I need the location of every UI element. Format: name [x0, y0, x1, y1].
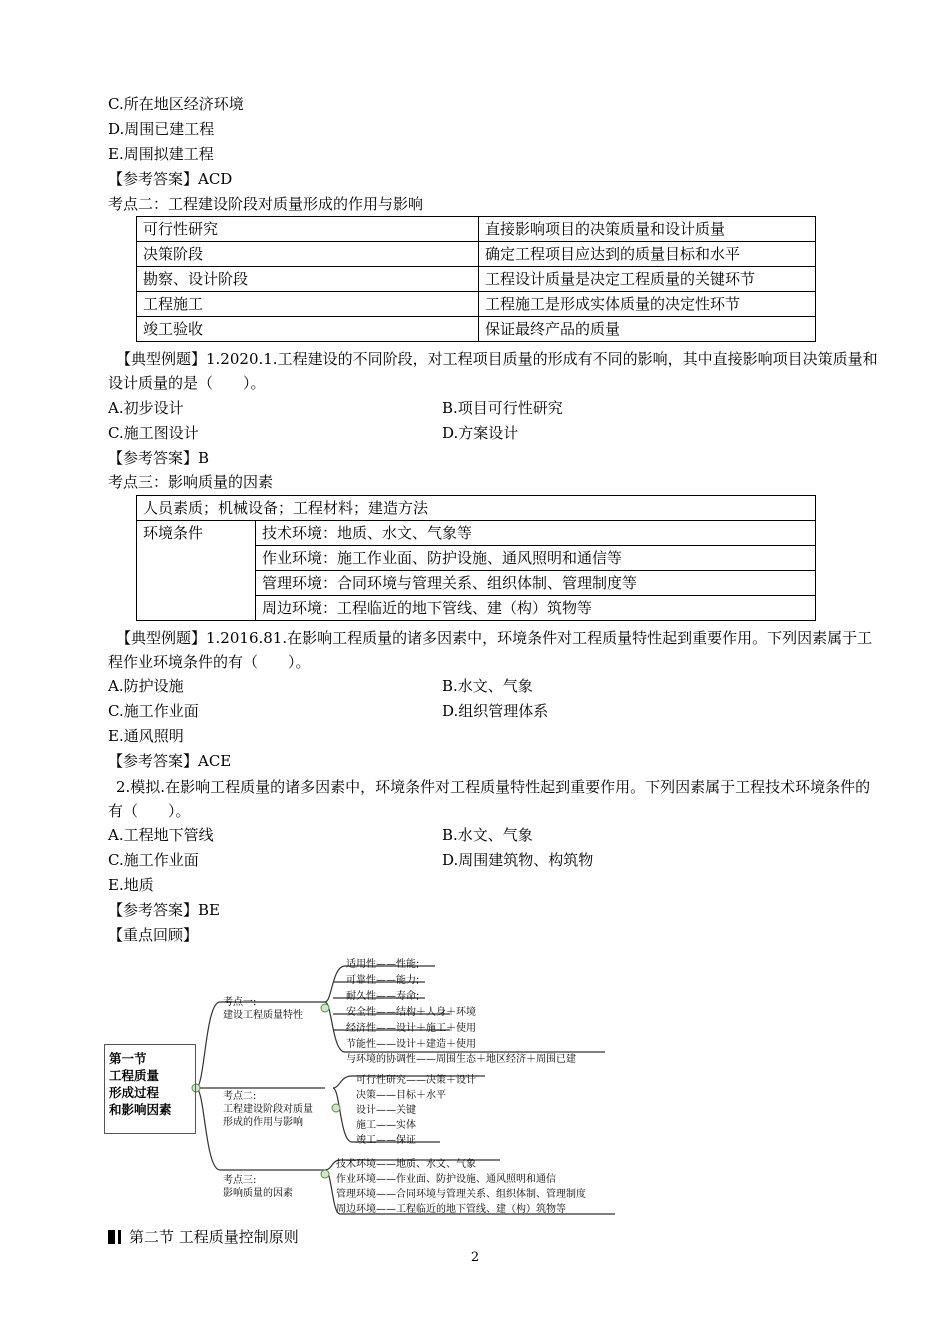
- next-section-heading: [108, 1226, 299, 1247]
- example2-option-c: C.施工作业面: [108, 702, 199, 720]
- impact-cell: 直接影响项目的决策质量和设计质量: [479, 217, 816, 242]
- env-label-cell: 环境条件: [137, 521, 256, 621]
- env-item-cell: 技术环境：地质、水文、气象等: [256, 521, 816, 546]
- env-item-cell: 周边环境：工程临近的地下管线、建（构）筑物等: [256, 596, 816, 621]
- quality-factors-table: [136, 495, 816, 621]
- impact-cell: 保证最终产品的质量: [479, 317, 816, 342]
- example3-option-d: D.周围建筑物、构筑物: [442, 851, 594, 869]
- example3-option-b: B.水文、气象: [442, 826, 533, 844]
- review-heading: 【重点回顾】: [108, 926, 199, 944]
- impact-cell: 工程设计质量是决定工程质量的关键环节: [479, 267, 816, 292]
- page-number: 2: [470, 1250, 480, 1265]
- section-bar-icon: [118, 1230, 121, 1244]
- branch1-item: 节能性——设计＋建造＋使用: [346, 1039, 476, 1050]
- example2-question: 【典型例题】1.2016.81.在影响工程质量的诸多因素中，环境条件对工程质量特性起到重要作用。下列因素属于工程作业环境条件的有（ ）。: [108, 629, 873, 671]
- stage-cell: 竣工验收: [137, 317, 479, 342]
- branch1-item: 可靠性——能力;: [346, 975, 420, 986]
- table-row: [137, 496, 816, 521]
- env-item-cell: 管理环境：合同环境与管理关系、组织体制、管理制度等: [256, 571, 816, 596]
- next-section-title: 第二节 工程质量控制原则: [129, 1228, 299, 1246]
- branch1-item: 适用性——性能;: [346, 959, 420, 970]
- option-e: E.周围拟建工程: [108, 145, 214, 163]
- example3-option-e: E.地质: [108, 876, 154, 894]
- factors-cell: 人员素质；机械设备；工程材料；建造方法: [137, 496, 816, 521]
- env-item-cell: 作业环境：施工作业面、防护设施、通风照明和通信等: [256, 546, 816, 571]
- branch1-label: 考点一: 建设工程质量特性: [223, 997, 303, 1021]
- review-mindmap: [100, 952, 620, 1224]
- branch1-node-dot: [321, 1004, 329, 1012]
- example1-option-a: A.初步设计: [108, 399, 184, 417]
- branch3-item: 管理环境——合同环境与管理关系、组织体制、管理制度: [336, 1189, 586, 1200]
- reference-answer: 【参考答案】ACD: [108, 170, 233, 188]
- branch2-item: 可行性研究——决策＋设计: [356, 1075, 476, 1086]
- branch2-node-dot: [332, 1104, 340, 1112]
- branch2-item: 决策——目标＋水平: [356, 1090, 446, 1101]
- example2-option-d: D.组织管理体系: [442, 702, 549, 720]
- table-row: [137, 317, 816, 342]
- option-c: C.所在地区经济环境: [108, 95, 244, 113]
- branch3-item: 作业环境——作业面、防护设施、通风照明和通信: [336, 1174, 556, 1185]
- branch1-item: 经济性——设计＋施工＋使用: [346, 1023, 476, 1034]
- example3-option-c: C.施工作业面: [108, 851, 199, 869]
- impact-cell: 确定工程项目应达到的质量目标和水平: [479, 242, 816, 267]
- branch3-item: 周边环境——工程临近的地下管线、建（构）筑物等: [336, 1204, 566, 1215]
- branch2-item: 设计——关键: [356, 1105, 416, 1116]
- stage-cell: 勘察、设计阶段: [137, 267, 479, 292]
- stage-cell: 可行性研究: [137, 217, 479, 242]
- example1-option-c: C.施工图设计: [108, 424, 199, 442]
- example1-option-b: B.项目可行性研究: [442, 399, 563, 417]
- point3-heading: 考点三：影响质量的因素: [108, 473, 274, 491]
- stage-cell: 决策阶段: [137, 242, 479, 267]
- branch2-label: 考点二: 工程建设阶段对质量 形成的作用与影响: [223, 1091, 313, 1128]
- table-row: [137, 292, 816, 317]
- branch1-item: 与环境的协调性——周围生态＋地区经济＋周围已建: [346, 1054, 576, 1065]
- example3-question: 2.模拟.在影响工程质量的诸多因素中，环境条件对工程质量特性起到重要作用。下列因素属于工程技术环境条件的有（ ）。: [108, 778, 871, 820]
- example1-question: 【典型例题】1.2020.1.工程建设的不同阶段，对工程项目质量的形成有不同的影响，其中直接影响项目决策质量和设计质量的是（ ）。: [108, 350, 878, 392]
- example3-answer: 【参考答案】BE: [108, 901, 220, 919]
- example1-option-d: D.方案设计: [442, 424, 519, 442]
- example2-answer: 【参考答案】ACE: [108, 752, 232, 770]
- option-d: D.周围已建工程: [108, 120, 215, 138]
- stage-cell: 工程施工: [137, 292, 479, 317]
- point2-heading: 考点二：工程建设阶段对质量形成的作用与影响: [108, 195, 424, 213]
- branch2-item: 竣工——保证: [356, 1135, 416, 1146]
- section-block-icon: [108, 1230, 115, 1244]
- branch1-item: 耐久性——寿命;: [346, 991, 420, 1002]
- table-row: [137, 267, 816, 292]
- example2-option-e: E.通风照明: [108, 727, 184, 745]
- branch3-node-dot: [321, 1170, 329, 1178]
- impact-cell: 工程施工是形成实体质量的决定性环节: [479, 292, 816, 317]
- table-row: [137, 217, 816, 242]
- example1-answer: 【参考答案】B: [108, 449, 210, 467]
- table-row: [137, 242, 816, 267]
- table-row: [137, 521, 816, 546]
- branch3-label: 考点三: 影响质量的因素: [223, 1175, 293, 1199]
- stage-impact-table: [136, 216, 816, 342]
- branch1-item: 安全性——结构＋人身＋环境: [346, 1007, 476, 1018]
- example2-option-a: A.防护设施: [108, 677, 184, 695]
- example2-option-b: B.水文、气象: [442, 677, 533, 695]
- mindmap-root-label: 第一节 工程质量 形成过程 和影响因素: [109, 1051, 172, 1117]
- mindmap-root: [104, 1044, 196, 1134]
- branch3-item: 技术环境——地质、水文、气象: [336, 1159, 476, 1170]
- branch2-item: 施工——实体: [356, 1120, 416, 1131]
- example3-option-a: A.工程地下管线: [108, 826, 214, 844]
